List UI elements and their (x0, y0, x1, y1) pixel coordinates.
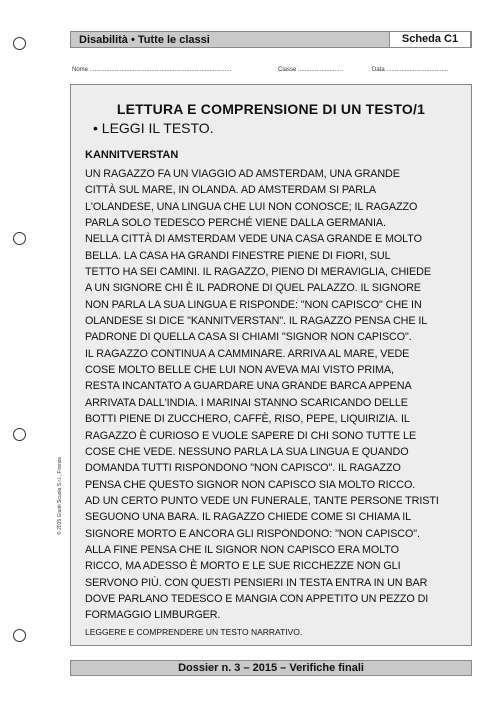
worksheet-frame (70, 84, 472, 646)
binder-hole-4 (13, 629, 26, 642)
story-line: RAGAZZO È CURIOSO E VUOLE SAPERE DI CHI SONO TUTTE LE (85, 429, 417, 442)
story-line: IL RAGAZZO CONTINUA A CAMMINARE. ARRIVA AL MARE, VEDE (85, 347, 410, 360)
story-line: RICCO, MA ADESSO È MORTO E LE SUE RICCHEZZE NON GLI (85, 560, 401, 573)
story-line: BOTTI PIENE DI ZUCCHERO, CAFFÈ, RISO, PEPE, LIQUIRIZIA. IL (85, 413, 410, 426)
story-line: OLANDESE SI DICE "KANNITVERSTAN". IL RAGAZZO PENSA CHE IL (85, 315, 428, 328)
header-bar (70, 31, 472, 48)
story-line: DOMANDA TUTTI RISPONDONO "NON CAPISCO". IL RAGAZZO (85, 462, 401, 475)
story-text (85, 166, 465, 624)
copyright-credit: © 2015 Giunti Scuola S.r.l., Firenze (57, 456, 63, 535)
story-line: SEGUONO UNA BARA. IL RAGAZZO CHIEDE COME SI CHIAMA IL (85, 511, 412, 524)
learning-objective: LEGGERE E COMPRENDERE UN TESTO NARRATIVO. (85, 627, 303, 637)
story-line: ALLA FINE PENSA CHE IL SIGNOR NON CAPISCO ERA MOLTO (85, 543, 399, 556)
story-line: SIGNORE MORTO E ANCORA GLI RISPONDONO: "NON CAPISCO". (85, 527, 420, 540)
footer-bar: Dossier n. 3 – 2015 – Verifiche finali (70, 660, 472, 676)
binder-hole-2 (13, 232, 26, 245)
class-field[interactable]: Classe ........................... (278, 67, 344, 73)
story-line: UN RAGAZZO FA UN VIAGGIO AD AMSTERDAM, UNA GRANDE (85, 168, 400, 180)
story-line: NELLA CITTÀ DI AMSTERDAM VEDE UNA CASA GRANDE E MOLTO (85, 233, 422, 246)
story-line: NON PARLA LA SUA LINGUA E RISPONDE: "NON CAPISCO" CHE IN (85, 298, 422, 311)
date-field[interactable]: Data ..................................... (372, 67, 449, 73)
story-title: KANNITVERSTAN (85, 149, 179, 161)
story-line: PENSA CHE QUESTO SIGNOR NON CAPISCO SIA MOLTO RICCO. (85, 478, 416, 491)
sheet-label: Scheda C1 (389, 31, 471, 48)
story-line: COSE MOLTO BELLE CHE LUI NON AVEVA MAI VISTO PRIMA, (85, 364, 394, 377)
story-line: RESTA INCANTATO A GUARDARE UNA GRANDE BARCA APPENA (85, 380, 412, 393)
binder-hole-3 (13, 428, 26, 441)
binder-hole-1 (13, 37, 26, 50)
instruction: • LEGGI IL TESTO. (93, 120, 214, 136)
story-line: BELLA. LA CASA HA GRANDI FINESTRE PIENE DI FIORI, SUL (85, 249, 391, 262)
header-category: Disabilità • Tutte le classi (79, 34, 210, 46)
story-line: A UN SIGNORE CHI È IL PADRONE DI QUEL PALAZZO. IL SIGNORE (85, 282, 421, 295)
story-line: ARRIVATA DALL'INDIA. I MARINAI STANNO SCARICANDO DELLE (85, 396, 408, 409)
story-line: CITTÀ SUL MARE, IN OLANDA. AD AMSTERDAM SI PARLA (85, 184, 376, 197)
story-line: PARLA SOLO TEDESCO PERCHÉ VIENE DALLA GERMANIA. (85, 217, 386, 230)
page-title: LETTURA E COMPRENSIONE DI UN TESTO/1 (116, 101, 426, 117)
story-line: DOVE PARLANO TEDESCO E MANGIA CON APPETITO UN PEZZO DI (85, 592, 429, 605)
story-line: FORMAGGIO LIMBURGER. (85, 609, 221, 622)
story-line: AD UN CERTO PUNTO VEDE UN FUNERALE, TANTE PERSONE TRISTI (85, 494, 439, 507)
story-line: COSE CHE VEDE. NESSUNO PARLA LA SUA LINGUA E QUANDO (85, 445, 409, 458)
name-field[interactable]: Nome ..................................................................................... (72, 67, 232, 73)
story-line: SERVONO PIÙ. CON QUESTI PENSIERI IN TESTA ENTRA IN UN BAR (85, 576, 428, 589)
story-line: TETTO HA SEI CAMINI. IL RAGAZZO, PIENO DI MERAVIGLIA, CHIEDE (85, 266, 431, 279)
story-line: PADRONE DI QUELLA CASA SI CHIAMI "SIGNOR NON CAPISCO". (85, 331, 412, 344)
story-line: L'OLANDESE, UNA LINGUA CHE LUI NON CONOSCE; IL RAGAZZO (85, 200, 418, 213)
